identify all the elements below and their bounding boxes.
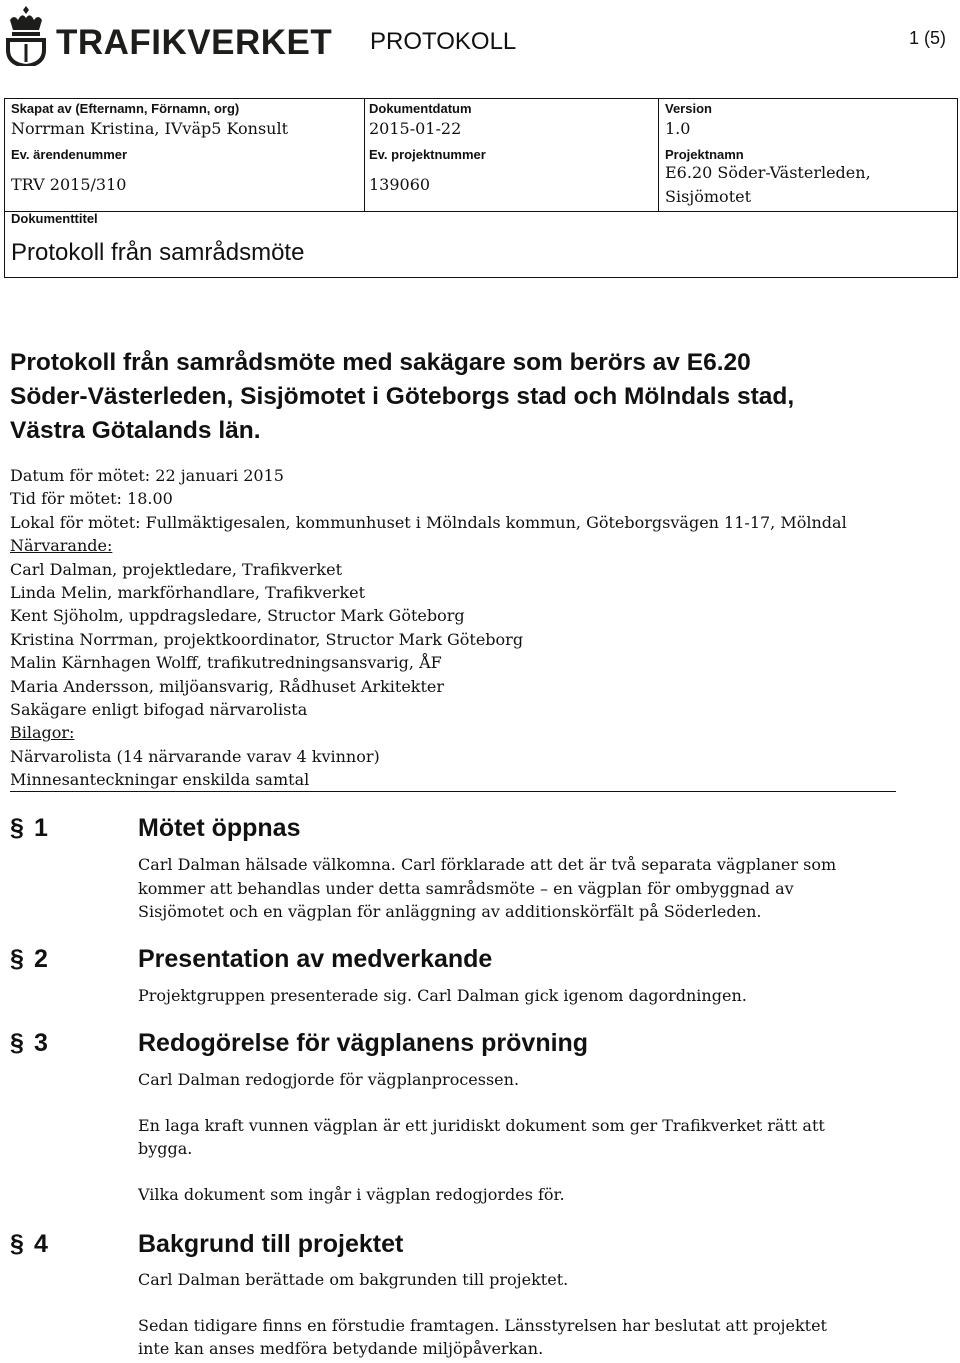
- section-3-body: [138, 1068, 938, 1206]
- protocol-heading: [10, 346, 910, 448]
- heading-line: Protokoll från samrådsmöte med sakägare som berörs av E6.20: [10, 349, 751, 376]
- body-line: Carl Dalman berättade om bakgrunden till projektet.: [138, 1270, 569, 1289]
- trafikverket-logo: [4, 2, 332, 66]
- created-by-label: Skapat av (Efternamn, Förnamn, org): [11, 101, 240, 116]
- body-line: inte kan anses medföra betydande miljöpåverkan.: [138, 1339, 544, 1358]
- section-3-heading: [10, 1029, 588, 1058]
- case-number-label: Ev. ärendenummer: [11, 147, 128, 162]
- section-number: 1: [34, 814, 48, 842]
- meeting-time: Tid för mötet: 18.00: [10, 489, 173, 509]
- attendee: Sakägare enligt bifogad närvarolista: [10, 700, 308, 720]
- section-title: Presentation av medverkande: [138, 945, 493, 973]
- document-info-box: [4, 98, 958, 278]
- crown-icon: [4, 4, 48, 66]
- case-number-value: TRV 2015/310: [11, 175, 127, 194]
- section-number: 4: [34, 1230, 48, 1258]
- section-2-body: [138, 984, 938, 1008]
- section-number: 2: [34, 945, 48, 973]
- attendee: Carl Dalman, projektledare, Trafikverket: [10, 559, 343, 579]
- horizontal-rule: [10, 791, 896, 792]
- version-label: Version: [665, 101, 712, 116]
- body-line: bygga.: [138, 1139, 193, 1158]
- section-title: Mötet öppnas: [138, 814, 301, 842]
- body-line: Vilka dokument som ingår i vägplan redogjordes för.: [138, 1184, 565, 1204]
- divider: [658, 99, 659, 211]
- heading-line: Söder-Västerleden, Sisjömotet i Göteborgs stad och Mölndals stad,: [10, 383, 795, 410]
- doc-title-value: Protokoll från samrådsmöte: [11, 239, 305, 266]
- divider: [5, 211, 957, 212]
- meeting-location: Lokal för mötet: Fullmäktigesalen, kommunhuset i Mölndals kommun, Göteborgsvägen 11-17, Mölndal: [10, 512, 847, 532]
- section-title: Bakgrund till projektet: [138, 1230, 404, 1258]
- attachment: Minnesanteckningar enskilda samtal: [10, 770, 310, 790]
- body-line: kommer att behandlas under detta samrådsmöte – en vägplan för ombyggnad av: [138, 878, 794, 898]
- body-line: Sedan tidigare finns en förstudie framtagen. Länsstyrelsen har beslutat att projektet: [138, 1315, 827, 1335]
- section-symbol: §: [10, 1029, 24, 1057]
- section-1-heading: [10, 814, 301, 843]
- doc-title-label: Dokumenttitel: [11, 211, 98, 226]
- heading-line: Västra Götalands län.: [10, 417, 261, 444]
- section-1-body: [138, 853, 938, 924]
- body-line: En laga kraft vunnen vägplan är ett juridiskt dokument som ger Trafikverket rätt att: [138, 1115, 825, 1135]
- project-number-label: Ev. projektnummer: [369, 147, 486, 162]
- meeting-date: Datum för mötet: 22 januari 2015: [10, 466, 284, 485]
- body-line: Projektgruppen presenterade sig. Carl Dalman gick igenom dagordningen.: [138, 986, 747, 1005]
- body-line: Sisjömotet och en vägplan för anläggning av additionskörfält på Söderleden.: [138, 902, 762, 921]
- project-name-line2: Sisjömotet: [665, 187, 752, 206]
- body-line: Carl Dalman redogjorde för vägplanprocessen.: [138, 1070, 520, 1089]
- attendees-label: Närvarande:: [10, 536, 113, 556]
- section-symbol: §: [10, 814, 24, 842]
- project-number-value: 139060: [369, 175, 431, 194]
- attendee: Maria Andersson, miljöansvarig, Rådhuset Arkitekter: [10, 676, 445, 696]
- logo-wordmark: TRAFIKVERKET: [56, 23, 333, 62]
- attachment: Närvarolista (14 närvarande varav 4 kvinnor): [10, 746, 380, 766]
- attendee: Kristina Norrman, projektkoordinator, Structor Mark Göteborg: [10, 629, 524, 649]
- section-number: 3: [34, 1029, 48, 1057]
- attendee: Linda Melin, markförhandlare, Trafikverket: [10, 583, 366, 603]
- section-2-heading: [10, 945, 492, 974]
- version-value: 1.0: [665, 119, 691, 138]
- body-line: Carl Dalman hälsade välkomna. Carl förklarade att det är två separata vägplaner som: [138, 855, 837, 874]
- document-type: PROTOKOLL: [370, 28, 517, 55]
- section-title: Redogörelse för vägplanens prövning: [138, 1029, 589, 1057]
- attachments-label: Bilagor:: [10, 723, 75, 743]
- section-4-body: [138, 1268, 938, 1361]
- section-symbol: §: [10, 1230, 24, 1258]
- divider: [364, 99, 365, 211]
- doc-date-value: 2015-01-22: [369, 119, 462, 138]
- attendee: Malin Kärnhagen Wolff, trafikutredningsansvarig, ÅF: [10, 653, 442, 673]
- section-symbol: §: [10, 945, 24, 973]
- created-by-value: Norrman Kristina, IVväp5 Konsult: [11, 119, 289, 138]
- project-name-label: Projektnamn: [665, 147, 744, 162]
- section-4-heading: [10, 1230, 403, 1259]
- attendee: Kent Sjöholm, uppdragsledare, Structor Mark Göteborg: [10, 606, 465, 626]
- meeting-details: [10, 464, 940, 792]
- page-number: 1 (5): [908, 28, 946, 48]
- project-name-line1: E6.20 Söder-Västerleden,: [665, 163, 871, 182]
- doc-date-label: Dokumentdatum: [369, 101, 472, 116]
